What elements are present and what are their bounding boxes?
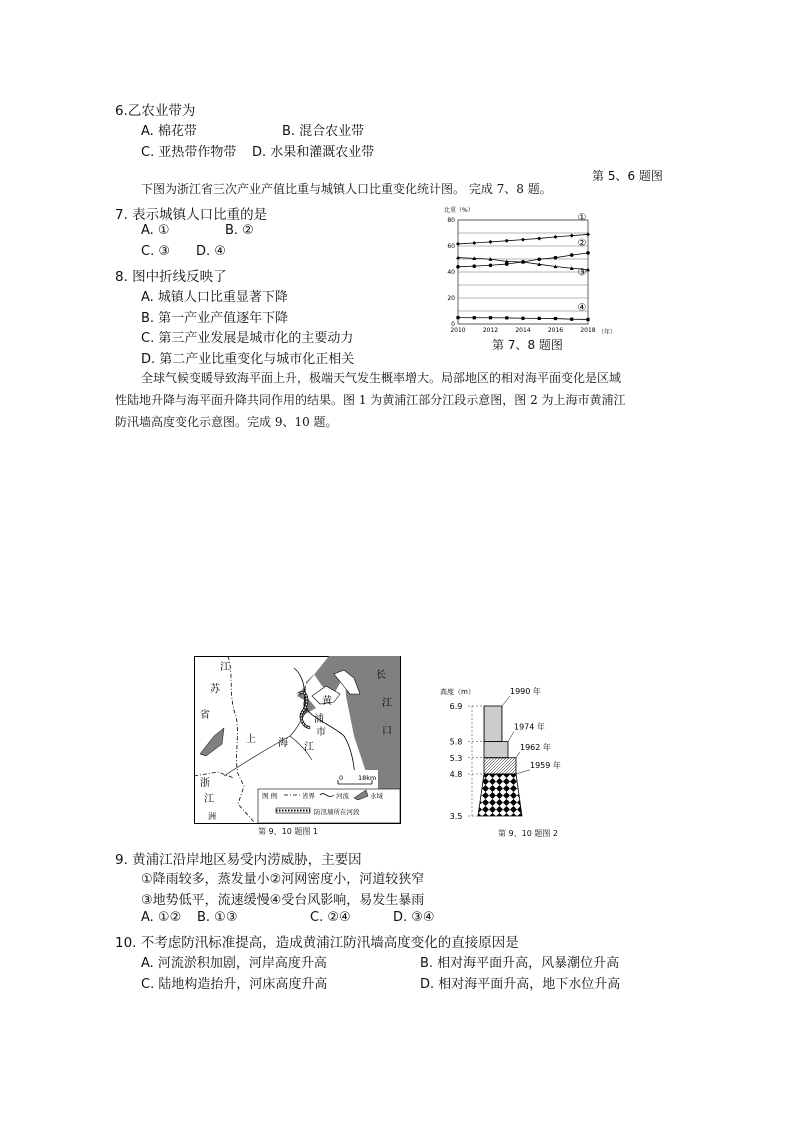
q7-option-c: C. ③ bbox=[141, 244, 170, 259]
chart-point bbox=[586, 251, 590, 255]
chart-ytick-label: 80 bbox=[447, 217, 455, 224]
chart-yticks bbox=[447, 217, 455, 328]
wall-caption: 第 9、10 题图 2 bbox=[498, 829, 558, 838]
chart-xtick-label: 2018 bbox=[580, 327, 596, 334]
chart-point bbox=[570, 234, 574, 238]
chart-point bbox=[456, 316, 459, 319]
chart-ytick-label: 0 bbox=[451, 321, 455, 328]
chart-ytick-label: 40 bbox=[447, 269, 455, 276]
huangpu-map bbox=[194, 656, 401, 824]
scale-zero: 0 bbox=[339, 774, 344, 782]
chart-xtick-label: 2014 bbox=[515, 327, 531, 334]
chart-xlabel: （年） bbox=[598, 329, 617, 336]
q7-option-a: A. ① bbox=[141, 223, 170, 238]
map-label-jiang2: 江 bbox=[204, 794, 214, 805]
q8-option-a: A. 城镇人口比重显著下降 bbox=[141, 290, 288, 305]
chart-point bbox=[537, 236, 541, 240]
chart-point bbox=[521, 238, 525, 242]
wall-tick-label: 5.3 bbox=[449, 753, 463, 763]
wall-year-leader bbox=[508, 732, 514, 742]
wall-block-1990 bbox=[484, 706, 502, 742]
q6-option-c: C. 亚热带作物带 bbox=[141, 145, 237, 160]
wall-tick-label: 4.8 bbox=[449, 769, 463, 779]
chart-xtick-label: 2016 bbox=[547, 327, 564, 334]
chart-point bbox=[521, 317, 524, 320]
wall-year-label: 1974 年 bbox=[514, 722, 545, 732]
q9-option-c: C. ②④ bbox=[310, 910, 351, 925]
wall-block-1959-base bbox=[478, 774, 522, 816]
chart-point bbox=[456, 242, 460, 246]
wall-year-label: 1962 年 bbox=[520, 742, 551, 752]
legend-title: 图 例 bbox=[262, 792, 278, 800]
chart-point bbox=[505, 239, 509, 243]
chart-ytick-label: 20 bbox=[447, 295, 455, 302]
q7-option-d: D. ④ bbox=[196, 244, 226, 259]
map-label-su: 苏 bbox=[210, 684, 220, 695]
legend-wall-label: 防汛墙所在河段 bbox=[314, 808, 360, 816]
q8-option-b: B. 第一产业产值逐年下降 bbox=[141, 311, 289, 326]
map-label-zhe: 浙 bbox=[200, 778, 210, 789]
q6-stem: 6.乙农业带为 bbox=[115, 103, 196, 119]
wall-tick-label: 3.5 bbox=[449, 812, 463, 821]
legend-wall-swatch bbox=[276, 808, 310, 813]
chart-point bbox=[505, 316, 508, 319]
industry-urbanization-chart bbox=[440, 200, 620, 340]
q9-option-a: A. ①② bbox=[141, 910, 182, 925]
legend-river-label: 河流 bbox=[336, 792, 349, 800]
wall-tick-label: 5.8 bbox=[449, 737, 463, 747]
q10-option-b: B. 相对海平面升高，风暴潮位升高 bbox=[420, 956, 620, 971]
wall-ticks bbox=[450, 702, 484, 821]
chart-point bbox=[586, 318, 589, 321]
flood-wall-diagram bbox=[440, 680, 580, 826]
wall-year-label: 1959 年 bbox=[530, 760, 561, 770]
map-label-chang: 长 bbox=[376, 670, 386, 681]
chart-series bbox=[456, 212, 590, 321]
chart-point bbox=[473, 316, 476, 319]
wall-year-leader bbox=[502, 696, 510, 706]
q9-stem: 9. 黄浦江沿岸地区易受内涝威胁，主要因 bbox=[115, 852, 362, 868]
q9-option-d: D. ③④ bbox=[393, 910, 435, 925]
map-label-jiang: 江 bbox=[220, 662, 230, 673]
intro-7-8: 下图为浙江省三次产业产值比重与城镇人口比重变化统计图。 完成 7、8 题。 bbox=[141, 182, 552, 196]
q6-option-d: D. 水果和灌溉农业带 bbox=[252, 145, 375, 160]
chart-point bbox=[570, 318, 573, 321]
chart-ytick-label: 60 bbox=[447, 243, 455, 250]
map-label-jiang3: 江 bbox=[304, 742, 314, 753]
chart-point bbox=[554, 235, 558, 239]
wall-blocks bbox=[478, 686, 561, 816]
map-label-jiang4: 江 bbox=[382, 698, 392, 709]
chart-point bbox=[456, 265, 460, 269]
q8-option-c: C. 第三产业发展是城市化的主要动力 bbox=[141, 331, 354, 346]
map-label-kou: 口 bbox=[382, 726, 392, 737]
q6-option-b: B. 混合农业带 bbox=[282, 124, 365, 139]
q10-option-a: A. 河流淤积加剧，河岸高度升高 bbox=[141, 956, 327, 971]
q7-option-b: B. ② bbox=[225, 223, 254, 238]
map-label-pu: 浦 bbox=[314, 714, 324, 725]
chart-point bbox=[489, 316, 492, 319]
chart-xticks bbox=[450, 327, 595, 334]
q9-statement-1: ①降雨较多，蒸发量小②河网密度小，河道较狭窄 bbox=[141, 872, 425, 887]
caption-7-8: 第 7、8 题图 bbox=[492, 338, 563, 352]
q9-option-b: B. ①③ bbox=[197, 910, 238, 925]
legend-border-label: 省界 bbox=[302, 792, 315, 800]
chart-point bbox=[538, 317, 541, 320]
intro-9-10-line2: 性陆地升降与海平面升降共同作用的结果。图 1 为黄浦江部分江段示意图，图 2 为上海市黄浦江 bbox=[115, 393, 626, 407]
intro-9-10 bbox=[115, 367, 735, 433]
map-label-sheng: 省 bbox=[200, 710, 210, 721]
q10-option-c: C. 陆地构造抬升，河床高度升高 bbox=[141, 977, 328, 992]
map-label-shi: 市 bbox=[316, 727, 326, 738]
wall-year-leader bbox=[516, 752, 520, 758]
map-label-shang: 上 bbox=[246, 734, 256, 745]
chart-point bbox=[472, 241, 476, 245]
q7-stem: 7. 表示城镇人口比重的是 bbox=[115, 207, 268, 223]
q9-statement-2: ③地势低平，流速缓慢④受台风影响，易发生暴雨 bbox=[141, 893, 425, 908]
q8-stem: 8. 图中折线反映了 bbox=[115, 269, 227, 285]
chart-point bbox=[472, 264, 476, 268]
q10-option-d: D. 相对海平面升高，地下水位升高 bbox=[420, 977, 621, 992]
chart-ylabel: 比重（%） bbox=[444, 207, 474, 214]
wall-ylabel: 高度（m） bbox=[440, 688, 475, 696]
chart-series-label: ① bbox=[577, 212, 587, 224]
chart-series-line-2 bbox=[458, 253, 588, 267]
chart-point bbox=[489, 240, 493, 244]
chart-series-label: ③ bbox=[577, 267, 587, 279]
chart-xtick-label: 2012 bbox=[482, 327, 499, 334]
wall-year-label: 1990 年 bbox=[510, 687, 541, 696]
map-label-huang: 黄 bbox=[322, 696, 332, 707]
chart-point bbox=[554, 256, 558, 260]
chart-point bbox=[489, 263, 493, 267]
caption-5-6: 第 5、6 题图 bbox=[592, 169, 663, 183]
wall-tick-label: 6.9 bbox=[449, 702, 463, 711]
legend-reservoir-label: 水域 bbox=[370, 792, 383, 800]
intro-9-10-line1: 全球气候变暖导致海平面上升，极端天气发生概率增大。局部地区的相对海平面变化是区域 bbox=[141, 371, 622, 385]
intro-9-10-line3: 防汛墙高度变化示意图。完成 9、10 题。 bbox=[115, 415, 338, 429]
chart-point bbox=[537, 257, 541, 261]
q6-option-a: A. 棉花带 bbox=[141, 124, 197, 139]
chart-point bbox=[554, 317, 557, 320]
wall-block-1974 bbox=[484, 742, 508, 758]
map-label-zhou: 洲 bbox=[208, 812, 216, 821]
wall-block-1962 bbox=[484, 758, 516, 774]
chart-series-label: ② bbox=[577, 237, 587, 249]
q8-option-d: D. 第二产业比重变化与城市化正相关 bbox=[141, 352, 355, 367]
chart-point bbox=[570, 253, 574, 257]
map-label-hai: 海 bbox=[278, 738, 288, 749]
scale-value: 18km bbox=[358, 774, 377, 782]
q10-stem: 10. 不考虑防汛标准提高，造成黄浦江防汛墙高度变化的直接原因是 bbox=[115, 935, 519, 951]
chart-series-label: ④ bbox=[577, 302, 587, 314]
wall-year-leader bbox=[516, 770, 530, 774]
chart-xtick-label: 2010 bbox=[450, 327, 466, 334]
map-caption: 第 9、10 题图 1 bbox=[258, 827, 318, 836]
